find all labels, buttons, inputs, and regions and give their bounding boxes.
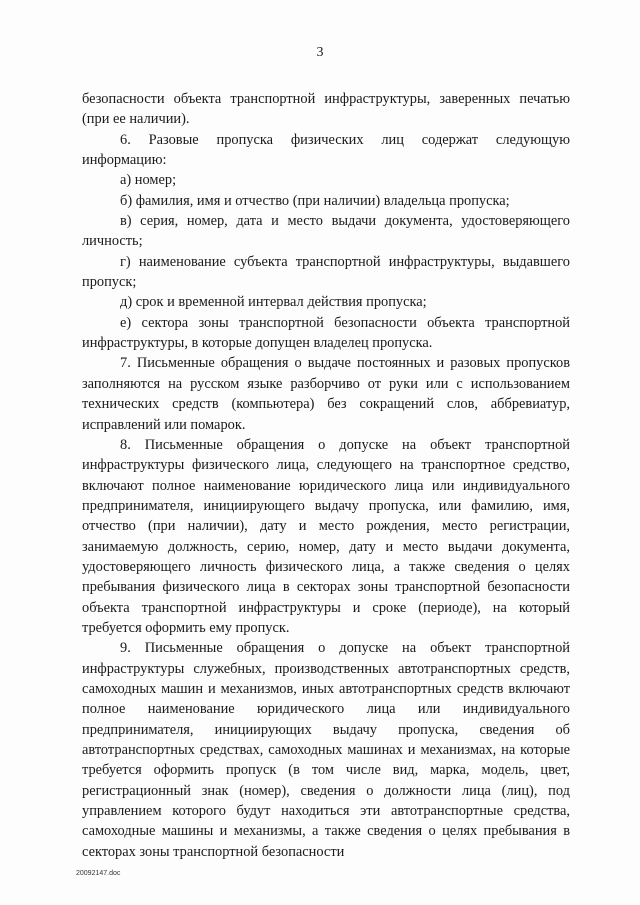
paragraph-clause-6: 6. Разовые пропуска физических лиц содержат следующую информацию: [82, 131, 570, 169]
list-item-e: е) сектора зоны транспортной безопасности объекта транспортной инфраструктуры, в которые допущен владелец пропуска. [82, 314, 570, 352]
list-item-a: а) номер; [120, 172, 177, 189]
list-item-b: б) фамилия, имя и отчество (при наличии) владельца пропуска; [120, 192, 510, 209]
paragraph-continuation: безопасности объекта транспортной инфраструктуры, заверенных печатью (при ее наличии). [82, 91, 570, 128]
document-body [82, 89, 570, 862]
footer-filename: 20092147.doc [76, 870, 121, 877]
list-item-v: в) серия, номер, дата и место выдачи документа, удостоверяющего личность; [82, 213, 570, 250]
paragraph-clause-8: 8. Письменные обращения о допуске на объект транспортной инфраструктуры физического лица, следующего на транспортное средство, включают полное наименование юридического лица или индивидуального предпринимателя, инициирующего выдачу пропуска, или фамилию, имя, отчество (при наличии), дату и место рождения, место регистрации, занимаемую должность, серию, номер, дату и место выдачи документа, удостоверяющего личность физического лица, а также сведения о целях пребывания физического лица в секторах зоны транспортной безопасности объекта транспортной инфраструктуры и сроке (периоде), на который требуется оформить ему пропуск. [82, 436, 570, 636]
paragraph-clause-9: 9. Письменные обращения о допуске на объект транспортной инфраструктуры служебных, производственных автотранспортных средств, самоходных машин и механизмов, иных автотранспортных средств включают полное наименование юридического лица или индивидуального предпринимателя, инициирующих выдачу пропуска, сведения об автотранспортных средствах, самоходных машинах и механизмах, на которые требуется оформить пропуск (в том числе вид, марка, модель, цвет, регистрационный знак (номер), сведения о должности лица (лиц), под управлением которого будут находиться эти автотранспортные средства, самоходные машины и механизмы, а также сведения о целях пребывания в секторах зоны транспортной безопасности [82, 640, 570, 860]
list-item-g: г) наименование субъекта транспортной инфраструктуры, выдавшего пропуск; [82, 253, 570, 291]
page-number: 3 [316, 45, 324, 60]
paragraph-clause-7: 7. Письменные обращения о выдаче постоянных и разовых пропусков заполняются на русском языке разборчиво от руки или с использованием технических средств (компьютера) без сокращений слов, аббревиатур, исправлений или помарок. [82, 355, 570, 433]
list-item-d: д) срок и временной интервал действия пропуска; [120, 294, 427, 311]
